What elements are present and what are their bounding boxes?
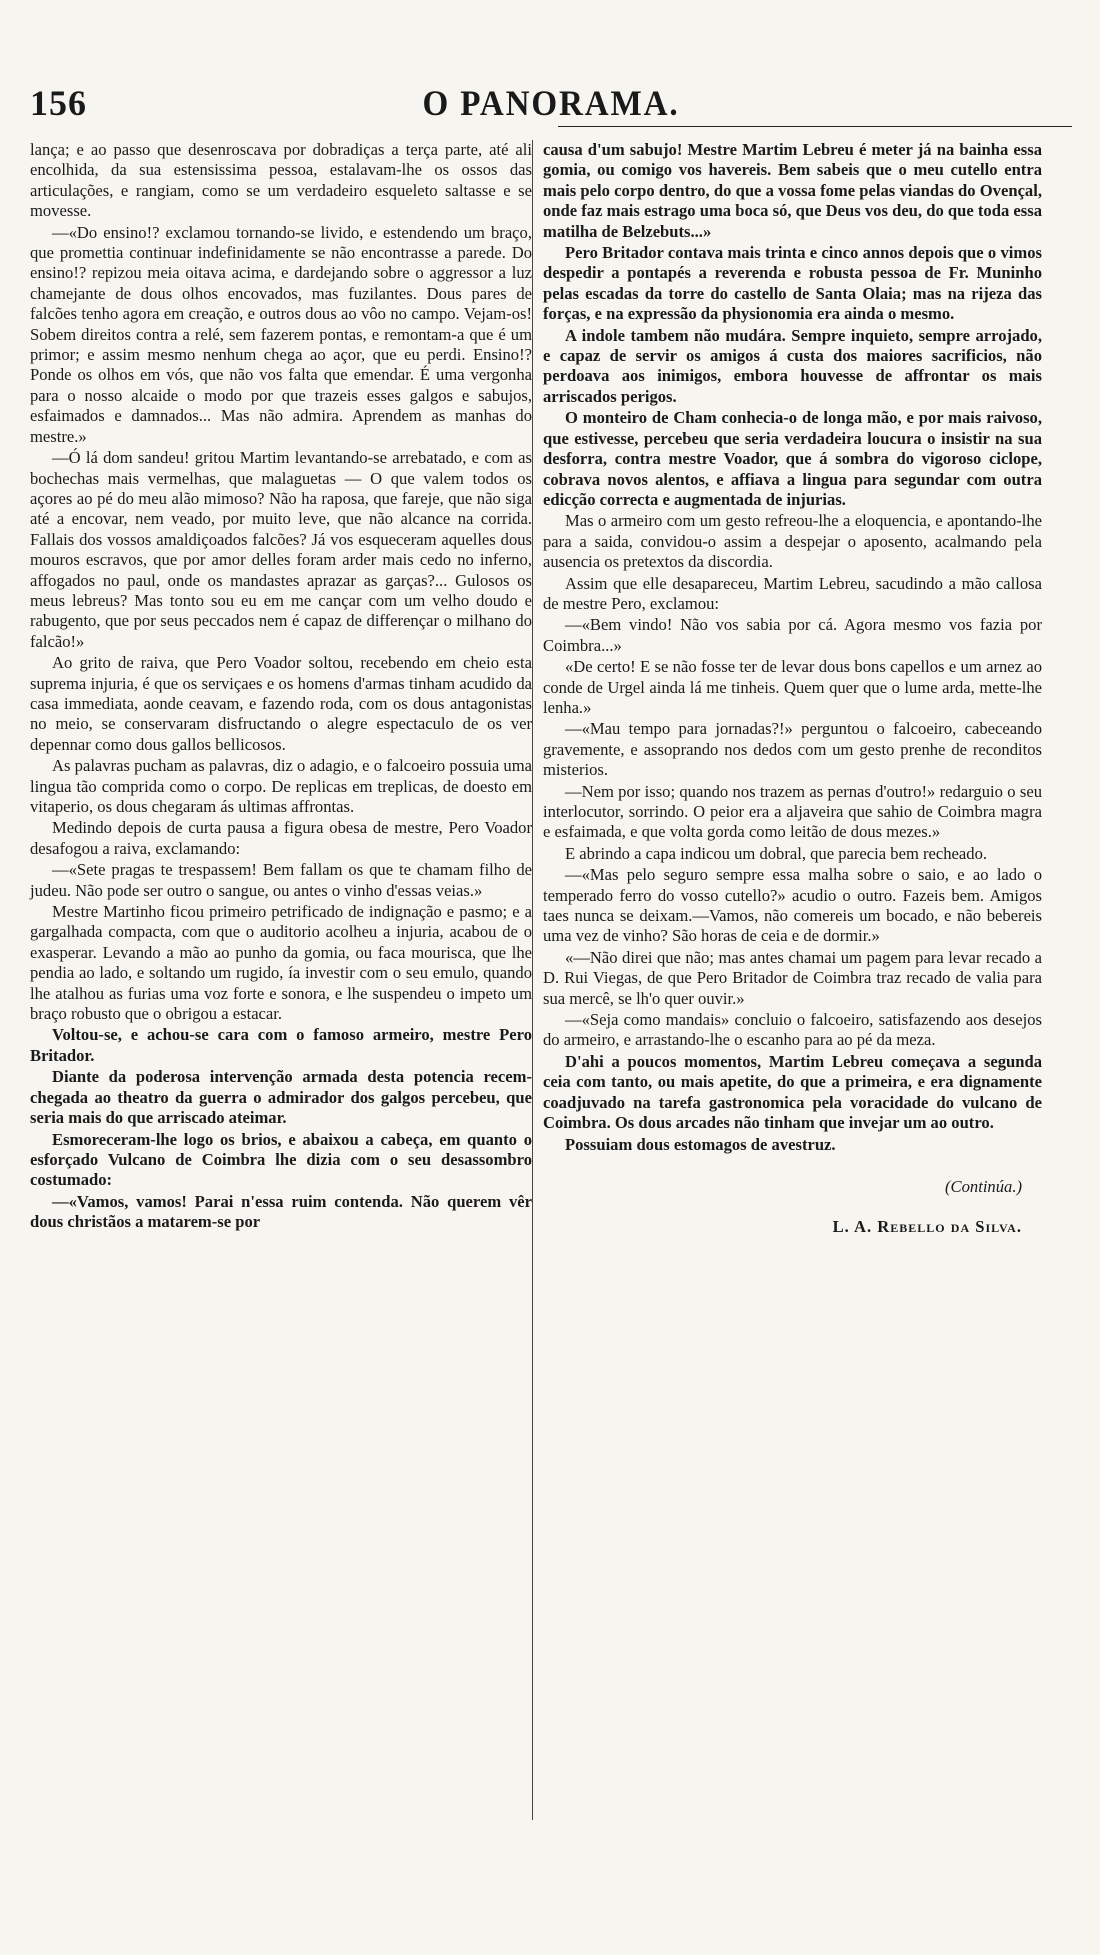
author-signature: L. A. Rebello da Silva. xyxy=(832,1217,1022,1237)
left-column-paragraph: —«Sete pragas te trespassem! Bem fallam os que te chamam filho de judeu. Não pode ser outro o sangue, ou antes o vinho d'essas veias.» xyxy=(30,860,532,900)
left-column xyxy=(30,140,532,1234)
page-number: 156 xyxy=(30,83,87,123)
left-column-paragraph: —Ó lá dom sandeu! gritou Martim levantando-se arrebatado, e com as bochechas mais vermelhas, que malaguetas — O que valem todos os açores ao pé do meu alão mimoso? Não ha raposa, que fareje, que não siga até a encovar, nem veado, por muito leve, que não alcance na corrida. Fallais dos vossos amaldiçoados falcões? Já vos esqueceram aquelles dous mouros escravos, que por amor delles foram arder mais cedo no inferno, affogados no paul, onde os mandastes aprazar as garças?... Gulosos os meus lebreus? Mas tonto sou eu em me cançar com um velho doudo e rabugento, que por seus peccados nem é capaz de differençar o milhano do falcão!» xyxy=(30,448,532,651)
left-column-paragraph: —«Vamos, vamos! Parai n'essa ruim contenda. Não querem vêr dous christãos a matarem-se por xyxy=(30,1191,532,1232)
left-column-paragraph: —«Do ensino!? exclamou tornando-se livido, e estendendo um braço, que promettia continuar indefinidamente se não encontrasse a parede. Do ensino!? repizou meia oitava acima, e dardejando sobre o aggressor a luz chamejante de dous olhos encovados, mas fuzilantes. Dous pares de falcões tenho agora em creação, e outros dous ao vôo no campo. Vejam-os! Sobem direitos contra a relé, sem fazerem pontas, e remontam-a que é um primor; e assim mesmo nenhum chega ao açor, que eu perdi. Ensino!? Ponde os olhos em vós, que não vos falta que emendar. É uma vergonha para o nosso alcaide o modo por que trazeis esses galgos e sabujos, esfaimados e damnados... Mas não admira. Aprendem as manhas do mestre.» xyxy=(30,222,532,446)
header-rule xyxy=(558,126,1072,127)
right-column-paragraph: A indole tambem não mudára. Sempre inquieto, sempre arrojado, e capaz de servir os amigos á custa dos maiores sacrificios, não perdoava aos inimigos, embora houvesse de affrontar os mais arriscados perigos. xyxy=(543,325,1042,406)
left-column-paragraph: Ao grito de raiva, que Pero Voador soltou, recebendo em cheio esta suprema injuria, é que os serviçaes e os homens d'armas tinham acudido da casa immediata, aonde ceavam, e fazendo roda, com os dous antagonistas no meio, se conservaram disfructando o alegre espectaculo de os ver depennar como dous gallos bellicosos. xyxy=(30,653,532,754)
left-column-paragraph: As palavras pucham as palavras, diz o adagio, e o falcoeiro possuia uma lingua tão comprida como o corpo. De replicas em treplicas, de doesto em vitaperio, os dous chegaram ás ultimas affrontas. xyxy=(30,756,532,816)
right-column-paragraph: E abrindo a capa indicou um dobral, que parecia bem recheado. xyxy=(565,843,988,863)
right-column-paragraph: —Nem por isso; quando nos trazem as pernas d'outro!» redarguio o seu interlocutor, sorrindo. O peior era a aljaveira que sahio de Coimbra magra e esfaimada, e que volta gorda como leitão de dous mezes.» xyxy=(543,781,1042,842)
right-column-paragraph: D'ahi a poucos momentos, Martim Lebreu começava a segunda ceia com tanto, ou mais apetite, do que a primeira, e era dignamente coadjuvado na tarefa gastronomica pela voracidade do vulcano de Coimbra. Os dous arcades não tinham que invejar um ao outro. xyxy=(543,1051,1042,1133)
right-column-paragraph: O monteiro de Cham conhecia-o de longa mão, e por mais raivoso, que estivesse, percebeu que seria verdadeira loucura o insistir na sua desforra, contra mestre Voador, que á sombra do vigoroso ciclope, cobrava novos alentos, e affiava a lingua para segundar com outra edicção correcta e augmentada de injurias. xyxy=(543,408,1042,509)
left-column-paragraph: Mestre Martinho ficou primeiro petrificado de indignação e pasmo; e a gargalhada compacta, com que o auditorio acolheu a injuria, acabou de o exasperar. Levando a mão ao punho da gomia, ou faca mourisca, que lhe pendia ao lado, e soltando um rugido, ía investir com o seu emulo, quando lhe atalhou as furias uma voz forte e sonora, e lhe suspendeu o impeto um braço robusto que o obrigou a estacar. xyxy=(30,902,532,1024)
right-column-paragraph: «De certo! E se não fosse ter de levar dous bons capellos e um arnez ao conde de Urgel ainda lá me tinheis. Quem quer que o lume arda, mette-lhe lenha.» xyxy=(543,657,1042,717)
continua-note: (Continúa.) xyxy=(945,1176,1022,1196)
left-column-paragraph: Medindo depois de curta pausa a figura obesa de mestre, Pero Voador desafogou a raiva, exclamando: xyxy=(30,818,532,858)
right-column-paragraph: —«Mas pelo seguro sempre essa malha sobre o saio, e ao lado o temperado ferro do vosso cutello?» acudio o outro. Fazeis bem. Amigos taes nunca se deixam.—Vamos, não comereis um bocado, e não bebereis uma vez de vinho? São horas de ceia e de dormir.» xyxy=(543,865,1042,946)
left-column-paragraph: lança; e ao passo que desenroscava por dobradiças a terça parte, até ali encolhida, da sua estensissima pessoa, estalavam-lhe os ossos das articulações, e rangiam, como se um verdadeiro esqueleto saltasse e se movesse. xyxy=(30,140,532,221)
left-column-paragraph: Voltou-se, e achou-se cara com o famoso armeiro, mestre Pero Britador. xyxy=(30,1025,532,1065)
left-column-paragraph: Diante da poderosa intervenção armada desta potencia recem-chegada ao theatro da guerra o admirador dos galgos percebeu, que seria mais do que arriscado ateimar. xyxy=(30,1067,532,1128)
masthead-title: O PANORAMA. xyxy=(422,83,680,123)
right-column-paragraph: Pero Britador contava mais trinta e cinco annos depois que o vimos despedir a pontapés a reverenda e robusta pessoa de Fr. Muninho pelas escadas da torre do castello de Santa Olaia; mas na rijeza das forças, e na expressão da physionomia era ainda o mesmo. xyxy=(543,243,1042,324)
right-column-paragraph: causa d'um sabujo! Mestre Martim Lebreu é meter já na bainha essa gomia, ou comigo vos havereis. Bem sabeis que o meu cutello entra mais pelo corpo dentro, do que a vossa fome pelas viandas do Ovençal, onde faz mais estrago uma boca só, que Deus vos deu, do que toda essa matilha de Belzebuts...» xyxy=(543,140,1042,241)
right-column xyxy=(543,140,1042,1239)
page-header xyxy=(30,82,1072,126)
right-column-paragraph: —«Seja como mandais» concluio o falcoeiro, satisfazendo aos desejos do armeiro, e arrastando-lhe o escanho para ao pé da meza. xyxy=(543,1010,1042,1050)
column-divider xyxy=(532,140,533,1820)
left-column-paragraph: Esmoreceram-lhe logo os brios, e abaixou a cabeça, em quanto o esforçado Vulcano de Coimbra lhe dizia com o seu desassombro costumado: xyxy=(30,1129,532,1190)
right-column-paragraph: Possuiam dous estomagos de avestruz. xyxy=(565,1134,836,1154)
right-column-paragraph: Assim que elle desapareceu, Martim Lebreu, sacudindo a mão callosa de mestre Pero, exclamou: xyxy=(543,573,1042,613)
right-column-paragraph: —«Bem vindo! Não vos sabia por cá. Agora mesmo vos fazia por Coimbra...» xyxy=(543,615,1042,655)
right-column-paragraph: Mas o armeiro com um gesto refreou-lhe a eloquencia, e apontando-lhe para a saida, convidou-o assim a despejar o aposento, acalmando pela ausencia os pretextos da discordia. xyxy=(543,511,1042,572)
right-column-paragraph: «—Não direi que não; mas antes chamai um pagem para levar recado a D. Rui Viegas, de que Pero Britador de Coimbra traz recado de valia para sua mercê, se lh'o quer ouvir.» xyxy=(543,947,1042,1008)
right-column-paragraph: —«Mau tempo para jornadas?!» perguntou o falcoeiro, cabeceando gravemente, e assoprando nos dedos com um gesto prenhe de reconditos misterios. xyxy=(543,719,1042,780)
